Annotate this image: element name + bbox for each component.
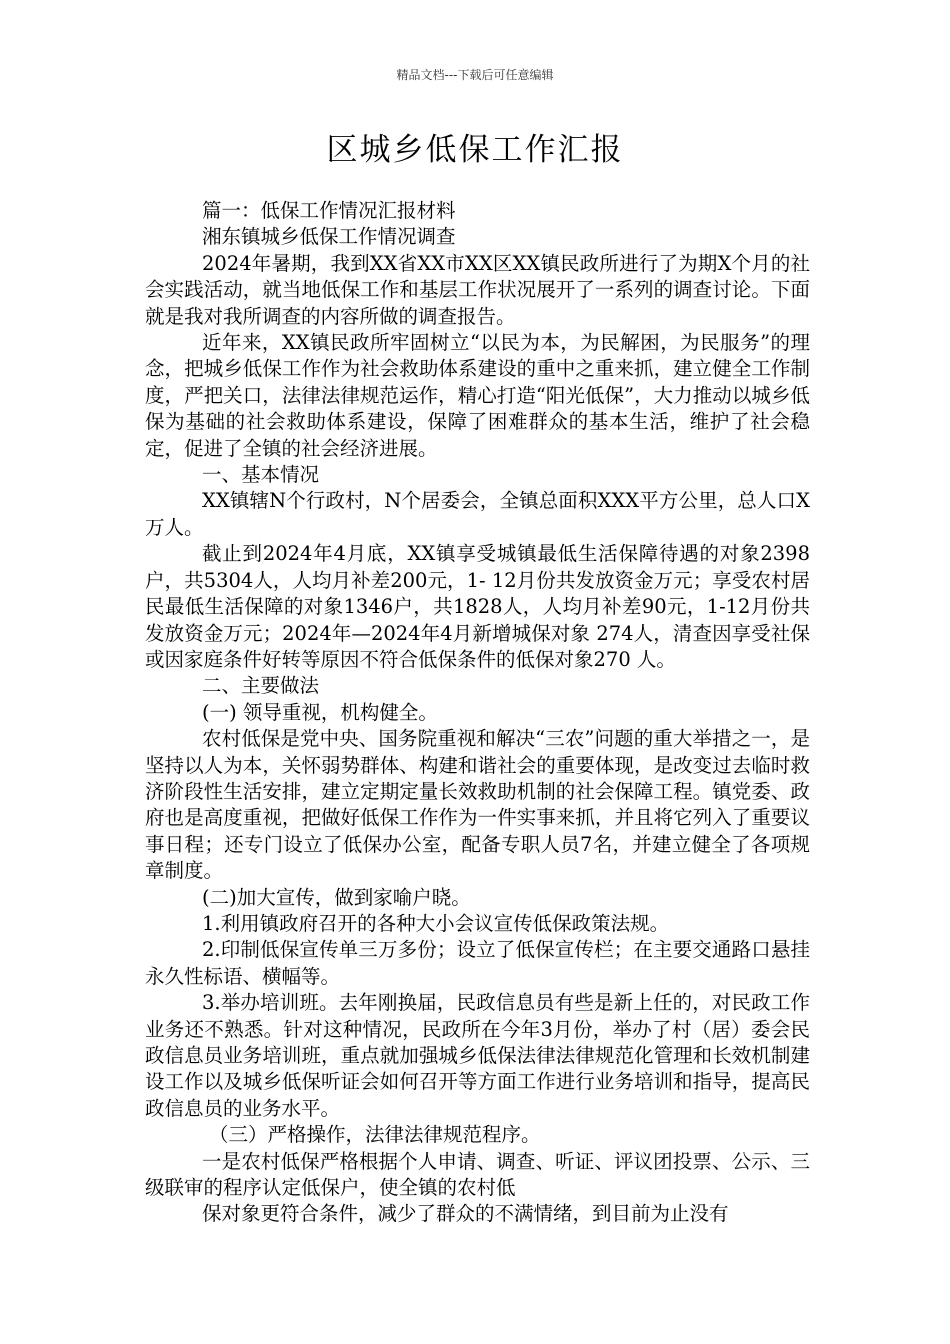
- section-heading: 二、主要做法: [202, 674, 320, 698]
- paragraph: 近年来，XX镇民政所牢固树立“以民为本，为民解困，为民服务”的理念，把城乡低保工作作为社会救助体系建设的重中之重来抓，建立健全工作制度，严把关口，法律法律规范运作，精心打造“阳光低保”，大力推动以城乡低保为基础的社会救助体系建设，保障了困难群众的基本生活，维护了社会稳定，促进了全镇的社会经济进展。: [145, 331, 810, 460]
- document-body: [145, 198, 810, 1228]
- subsection-heading: (二)加大宣传，做到家喻户晓。: [202, 885, 471, 909]
- paragraph: 湘东镇城乡低保工作情况调查: [202, 225, 456, 249]
- paragraph: XX镇辖N个行政村，N个居委会，全镇总面积XXX平方公里，总人口X万人。: [145, 489, 810, 539]
- list-item: 2.印制低保宣传单三万多份；设立了低保宣传栏；在主要交通路口悬挂永久性标语、横幅等。: [145, 938, 810, 988]
- list-item: 1.利用镇政府召开的各种大小会议宣传低保政策法规。: [202, 911, 670, 935]
- paragraph: 截止到2024年4月底，XX镇享受城镇最低生活保障待遇的对象2398户，共5304人，人均月补差200元，1- 12月份共发放资金万元；享受农村居民最低生活保障的对象1346户，共1828人，人均月补差90元，1-12月份共发放资金万元；2024年—2024年4月新增城保对象 274人，清查因享受社保或因家庭条件好转等原因不符合低保条件的低保对象270 人。: [145, 542, 810, 671]
- paragraph: 保对象更符合条件，减少了群众的不满情绪，到目前为止没有: [202, 1202, 729, 1226]
- subsection-heading: (一) 领导重视，机构健全。: [202, 700, 438, 724]
- list-item: 3.举办培训班。去年刚换届，民政信息员有些是新上任的，对民政工作业务还不熟悉。针对这种情况，民政所在今年3月份，举办了村（居）委会民政信息员业务培训班，重点就加强城乡低保法律法律规范化管理和长效机制建设工作以及城乡低保听证会如何召开等方面工作进行业务培训和指导，提高民政信息员的业务水平。: [145, 991, 810, 1120]
- paragraph: 篇一：低保工作情况汇报材料: [202, 199, 456, 222]
- section-heading: 一、基本情况: [202, 463, 320, 487]
- subsection-heading: （三）严格操作，法律法律规范程序。: [209, 1123, 541, 1147]
- document-title: 区城乡低保工作汇报: [326, 132, 624, 168]
- page-header: 精品文档---下载后可任意编辑: [396, 68, 554, 82]
- paragraph: 2024年暑期，我到XX省XX市XX区XX镇民政所进行了为期X个月的社会实践活动，就当地低保工作和基层工作状况展开了一系列的调查讨论。下面就是我对我所调查的内容所做的调查报告。: [145, 251, 810, 328]
- paragraph: 一是农村低保严格根据个人申请、调查、听证、评议团投票、公示、三级联审的程序认定低保户，使全镇的农村低: [145, 1149, 810, 1200]
- paragraph: 农村低保是党中央、国务院重视和解决“三农”问题的重大举措之一，是坚持以人为本，关怀弱势群体、构建和谐社会的重要体现，是改变过去临时救济阶段性生活安排，建立定期定量长效救助机制的社会保障工程。镇党委、政府也是高度重视，把做好低保工作作为一件实事来抓，并且将它列入了重要议事日程；还专门设立了低保办公室，配备专职人员7名，并建立健全了各项规章制度。: [145, 727, 810, 883]
